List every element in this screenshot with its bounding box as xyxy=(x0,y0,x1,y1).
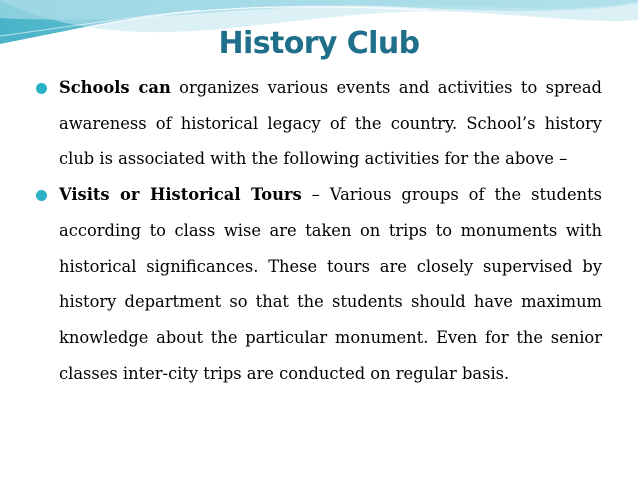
bullet-lead: Visits or Historical Tours xyxy=(59,185,302,205)
bullet-text: – Various groups of the students according to class wise are taken on trips to monuments with historical significances. These tours are closely supervised by history department so that the students should have maximum knowledge about the particular monument. Even for the senior classes inter-city trips are conducted on regular basis. xyxy=(59,185,602,383)
bullet-icon xyxy=(36,190,47,201)
bullet-list xyxy=(36,70,602,391)
bullet-text: organizes various events and activities to spread awareness of historical legacy of the country. School’s history club is associated with the following activities for the above – xyxy=(59,78,602,169)
bullet-lead: Schools can xyxy=(59,78,171,97)
bullet-item-visits xyxy=(36,177,602,391)
slide-title: History Club xyxy=(218,26,420,61)
bullet-item-schools xyxy=(36,70,602,177)
bullet-icon xyxy=(36,83,47,94)
